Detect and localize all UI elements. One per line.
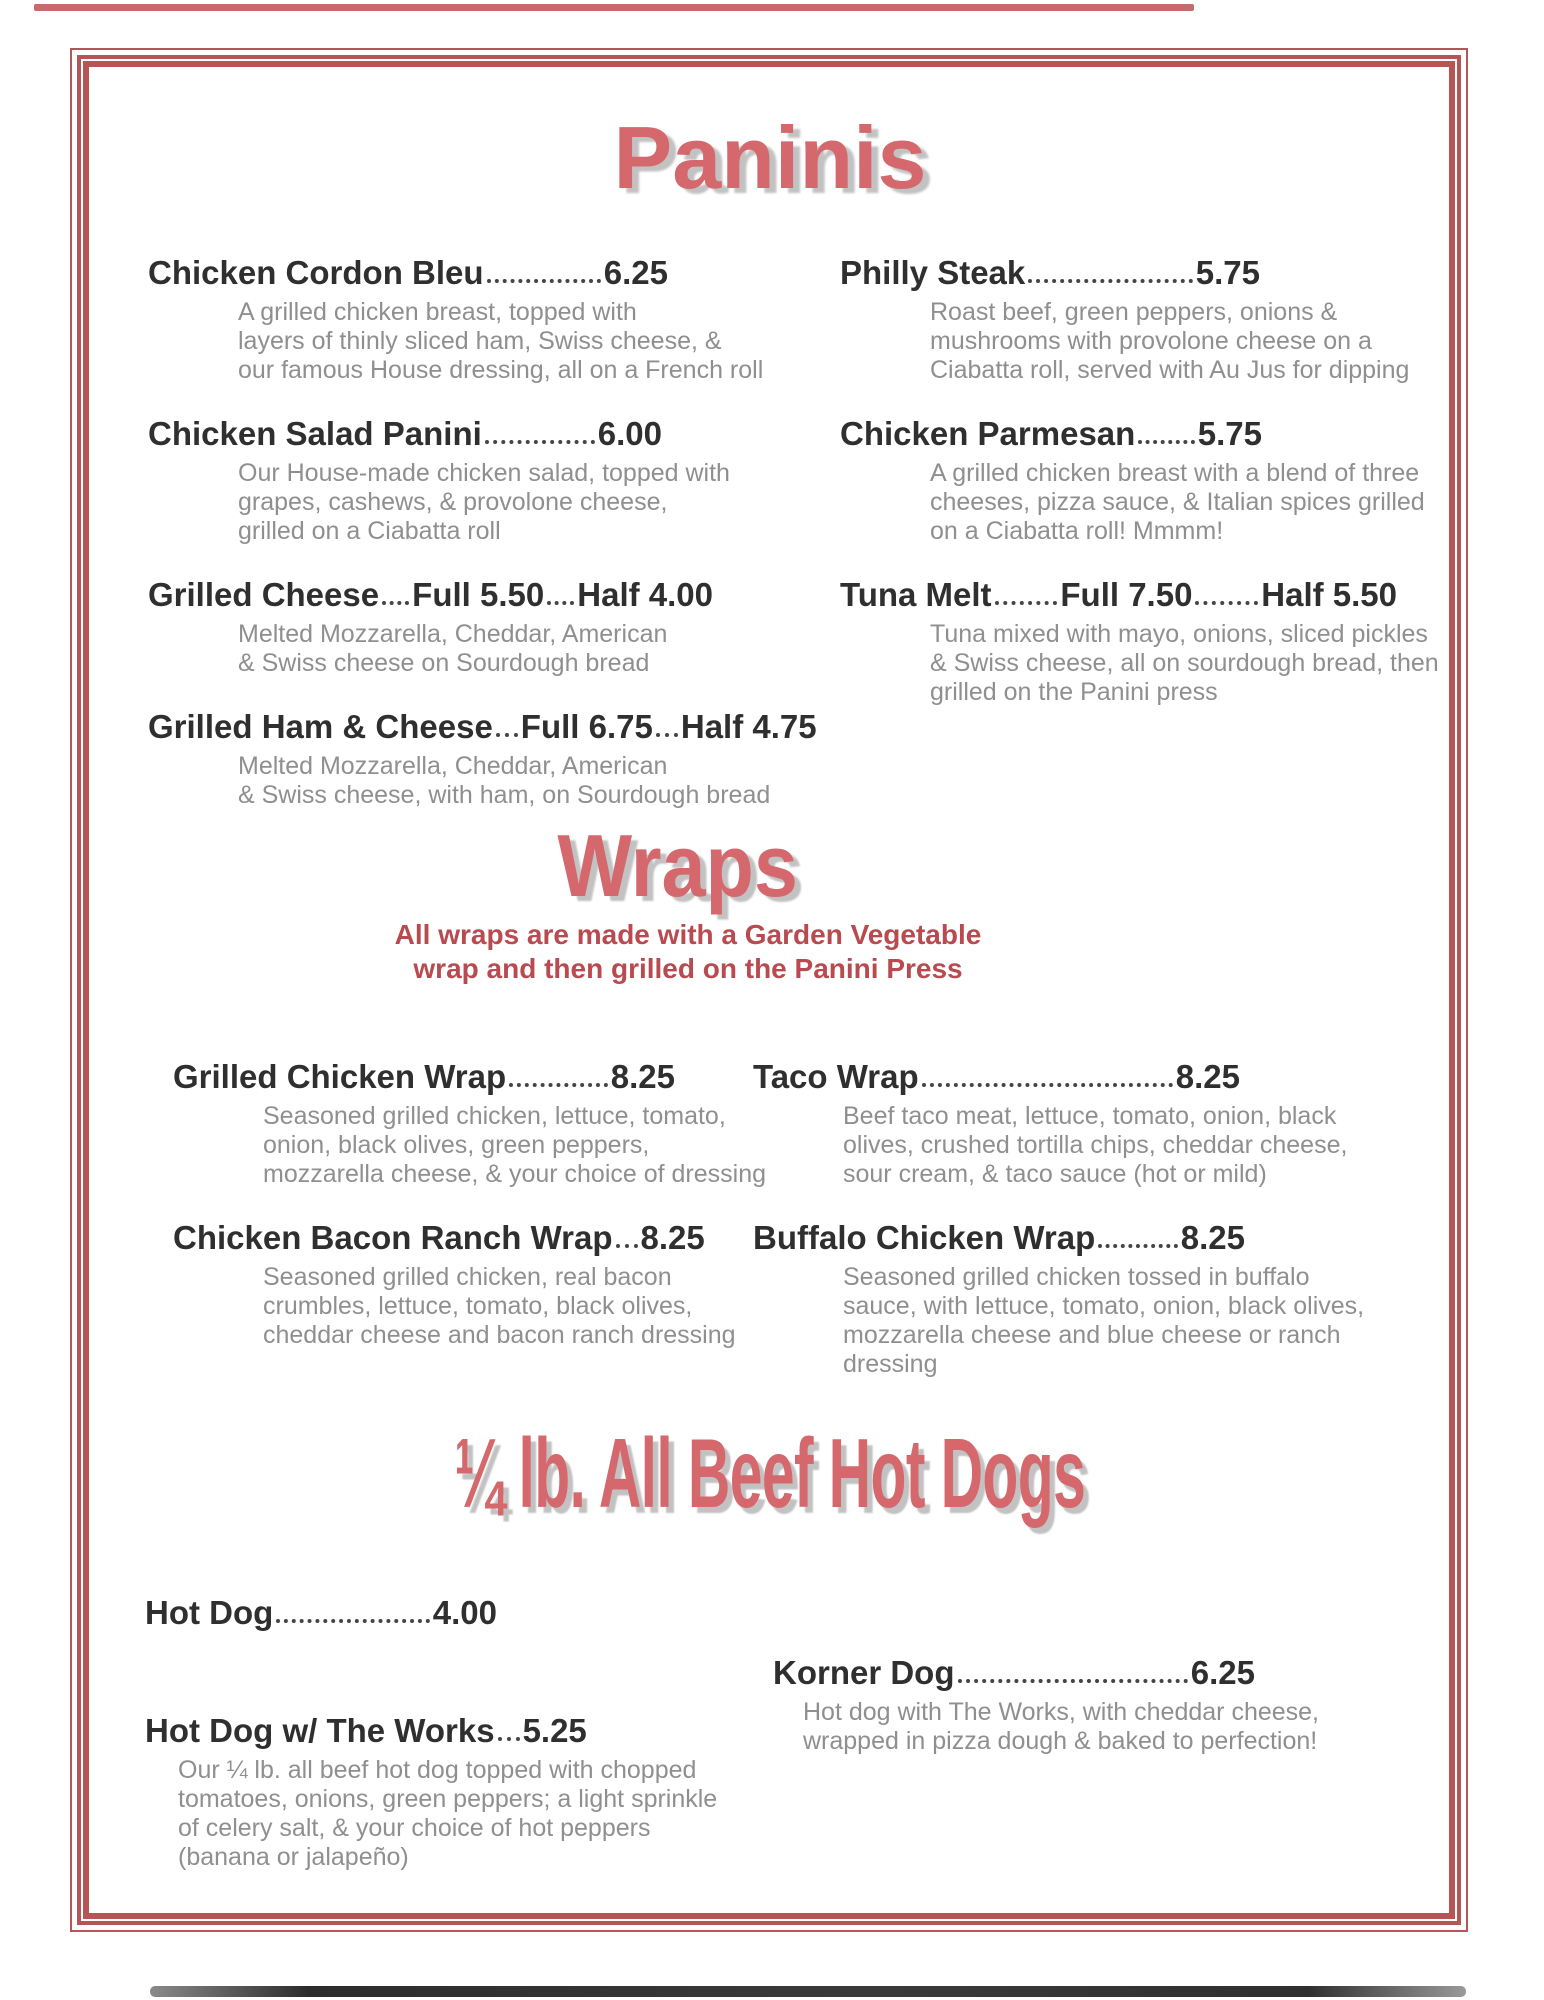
item-name-row (753, 1058, 1240, 1096)
item-description-line: olives, crushed tortilla chips, cheddar cheese, (843, 1131, 1348, 1159)
menu-item-cbr-wrap (173, 1219, 745, 1350)
item-name-row (148, 415, 662, 453)
menu-item-ham-cheese (148, 708, 817, 810)
dot-leader (995, 601, 1058, 605)
item-description (238, 620, 769, 678)
item-description-line: mozzarella cheese and blue cheese or ranch (843, 1321, 1341, 1349)
item-price: Half 4.00 (577, 576, 714, 613)
dot-leader (498, 1737, 520, 1741)
item-name: Tuna Melt (840, 576, 992, 613)
item-description-line: cheeses, pizza sauce, & Italian spices grilled (930, 488, 1425, 516)
item-name-row (773, 1654, 1255, 1692)
item-name-row (753, 1219, 1245, 1257)
section-title-text: Wraps (557, 816, 799, 915)
section-title-hotdogs (90, 1418, 1450, 1528)
menu-columns (90, 1594, 1450, 1902)
item-description-line: sour cream, & taco sauce (hot or mild) (843, 1160, 1267, 1188)
item-description-line: crumbles, lettuce, tomato, black olives, (263, 1292, 693, 1320)
item-description-line: Seasoned grilled chicken, lettuce, tomato, (263, 1102, 726, 1130)
dot-leader (509, 1083, 608, 1087)
item-description-line: mushrooms with provolone cheese on a (930, 327, 1372, 355)
item-name-row (148, 254, 668, 292)
menu-item-hot-dog (145, 1594, 718, 1632)
dot-leader (1098, 1244, 1178, 1248)
item-name: Hot Dog (145, 1594, 274, 1631)
menu-item-hot-dog-works (145, 1712, 718, 1872)
item-description-line: grapes, cashews, & provolone cheese, (238, 488, 668, 516)
menu-column-right (745, 1058, 1364, 1409)
item-description-line: wrapped in pizza dough & baked to perfection! (803, 1727, 1318, 1755)
menu-columns (90, 1058, 1450, 1409)
item-name-row (173, 1058, 675, 1096)
menu-item-cordon-bleu (148, 254, 769, 385)
dot-leader (276, 1619, 429, 1623)
item-price: 5.75 (1197, 415, 1262, 452)
dot-leader (496, 733, 518, 737)
item-description-line: grilled on the Panini press (930, 678, 1218, 706)
item-price: 8.25 (640, 1219, 705, 1256)
item-description (930, 620, 1439, 707)
section-wraps (90, 800, 1450, 1409)
item-description-line: layers of thinly sliced ham, Swiss cheese, & (238, 327, 722, 355)
item-description-line: Hot dog with The Works, with cheddar cheese, (803, 1698, 1320, 1726)
item-description-line: Ciabatta roll, served with Au Jus for dipping (930, 356, 1410, 384)
menu-column-left (90, 254, 817, 840)
menu-item-buffalo-wrap (753, 1219, 1364, 1379)
dot-leader (382, 601, 409, 605)
item-price: Full 7.50 (1060, 576, 1193, 613)
item-name: Hot Dog w/ The Works (145, 1712, 495, 1749)
dot-leader (1138, 440, 1194, 444)
item-name-row (145, 1712, 587, 1750)
item-price: Full 6.75 (520, 708, 653, 745)
item-price: 5.75 (1195, 254, 1260, 291)
item-description (263, 1102, 767, 1189)
menu-item-philly-steak (840, 254, 1439, 385)
item-description (843, 1102, 1364, 1189)
subtitle-line: All wraps are made with a Garden Vegetable (394, 919, 982, 950)
item-description-line: tomatoes, onions, green peppers; a light sprinkle (178, 1785, 718, 1813)
item-name-row (840, 576, 1397, 614)
menu-columns (90, 254, 1450, 840)
section-paninis (90, 92, 1450, 840)
dot-leader (656, 733, 678, 737)
item-price: 6.00 (597, 415, 662, 452)
menu-column-right (769, 254, 1439, 840)
item-description-line: & Swiss cheese, all on sourdough bread, then (930, 649, 1439, 677)
section-title-wraps (0, 816, 1358, 915)
item-description-line: dressing (843, 1350, 938, 1378)
item-description-line: sauce, with lettuce, tomato, onion, black olives, (843, 1292, 1365, 1320)
item-description-line: & Swiss cheese on Sourdough bread (238, 649, 650, 677)
dot-leader (616, 1244, 638, 1248)
item-price: 5.25 (522, 1712, 587, 1749)
item-description-line: Beef taco meat, lettuce, tomato, onion, black (843, 1102, 1337, 1130)
item-description (263, 1263, 745, 1350)
section-hotdogs (90, 1402, 1450, 1902)
menu-column-left (90, 1594, 718, 1902)
item-description-line: Melted Mozzarella, Cheddar, American (238, 752, 668, 780)
item-name: Korner Dog (773, 1654, 955, 1691)
dot-leader (485, 440, 595, 444)
item-description-line: our famous House dressing, all on a French roll (238, 356, 764, 384)
dot-leader (1195, 601, 1258, 605)
item-name-row (145, 1594, 497, 1632)
menu-item-korner-dog (773, 1654, 1319, 1756)
menu-item-tuna-melt (840, 576, 1439, 707)
dot-leader (958, 1679, 1188, 1683)
item-price: 6.25 (1190, 1654, 1255, 1691)
section-title-paninis (90, 108, 1450, 207)
item-name: Grilled Chicken Wrap (173, 1058, 507, 1095)
dot-leader (547, 601, 574, 605)
item-description (803, 1698, 1319, 1756)
menu-column-left (90, 1058, 767, 1409)
menu-column-right (718, 1594, 1319, 1902)
item-description (238, 298, 769, 385)
item-name: Chicken Salad Panini (148, 415, 482, 452)
section-title-text: Paninis (613, 108, 927, 207)
item-name: Grilled Ham & Cheese (148, 708, 493, 745)
menu-item-chicken-parm (840, 415, 1439, 546)
item-name-row (173, 1219, 705, 1257)
item-description-line: mozzarella cheese, & your choice of dressing (263, 1160, 767, 1188)
item-description-line: Our ¼ lb. all beef hot dog topped with chopped (178, 1756, 697, 1784)
section-title-text: ¼ lb. All Beef Hot Dogs (454, 1418, 1086, 1528)
item-description-line: on a Ciabatta roll! Mmmm! (930, 517, 1224, 545)
item-name: Buffalo Chicken Wrap (753, 1219, 1096, 1256)
item-description-line: Melted Mozzarella, Cheddar, American (238, 620, 668, 648)
item-description-line: onion, black olives, green peppers, (263, 1131, 650, 1159)
item-name: Chicken Parmesan (840, 415, 1136, 452)
item-description (178, 1756, 718, 1872)
item-price: Half 5.50 (1261, 576, 1398, 613)
item-description-line: A grilled chicken breast, topped with (238, 298, 637, 326)
item-description-line: Seasoned grilled chicken tossed in buffalo (843, 1263, 1310, 1291)
item-description-line: cheddar cheese and bacon ranch dressing (263, 1321, 736, 1349)
menu-item-taco-wrap (753, 1058, 1364, 1189)
item-price: Full 5.50 (412, 576, 545, 613)
item-name: Chicken Bacon Ranch Wrap (173, 1219, 613, 1256)
item-name-row (840, 415, 1262, 453)
subtitle-line: wrap and then grilled on the Panini Press (413, 953, 963, 984)
scan-artifact-top-line (34, 4, 1194, 11)
item-description-line: & Swiss cheese, with ham, on Sourdough bread (238, 781, 771, 809)
item-name: Grilled Cheese (148, 576, 380, 613)
item-description-line: Our House-made chicken salad, topped with (238, 459, 730, 487)
item-description-line: Seasoned grilled chicken, real bacon (263, 1263, 672, 1291)
item-price: 4.00 (432, 1594, 497, 1631)
item-name: Taco Wrap (753, 1058, 919, 1095)
menu-item-grilled-cheese (148, 576, 769, 678)
dot-leader (487, 279, 601, 283)
item-price: 8.25 (610, 1058, 675, 1095)
item-description (238, 459, 769, 546)
item-description-line: Roast beef, green peppers, onions & (930, 298, 1338, 326)
dot-leader (922, 1083, 1173, 1087)
item-description (843, 1263, 1364, 1379)
item-price: 8.25 (1180, 1219, 1245, 1256)
menu-item-chicken-salad (148, 415, 769, 546)
item-name-row (148, 708, 817, 746)
item-description (930, 298, 1439, 385)
menu-item-grilled-chicken-wrap (173, 1058, 767, 1189)
item-name-row (148, 576, 713, 614)
item-description (930, 459, 1439, 546)
item-description-line: Tuna mixed with mayo, onions, sliced pickles (930, 620, 1428, 648)
item-description-line: A grilled chicken breast with a blend of three (930, 459, 1420, 487)
scan-artifact-bottom-band (150, 1986, 1466, 1997)
item-name: Philly Steak (840, 254, 1026, 291)
item-price: 6.25 (603, 254, 668, 291)
item-description-line: of celery salt, & your choice of hot peppers (178, 1814, 651, 1842)
item-price: Half 4.75 (680, 708, 817, 745)
item-price: 8.25 (1175, 1058, 1240, 1095)
section-subtitle (8, 918, 1368, 986)
item-name-row (840, 254, 1260, 292)
dot-leader (1028, 279, 1193, 283)
item-name: Chicken Cordon Bleu (148, 254, 484, 291)
item-description-line: grilled on a Ciabatta roll (238, 517, 501, 545)
item-description-line: (banana or jalapeño) (178, 1843, 409, 1871)
